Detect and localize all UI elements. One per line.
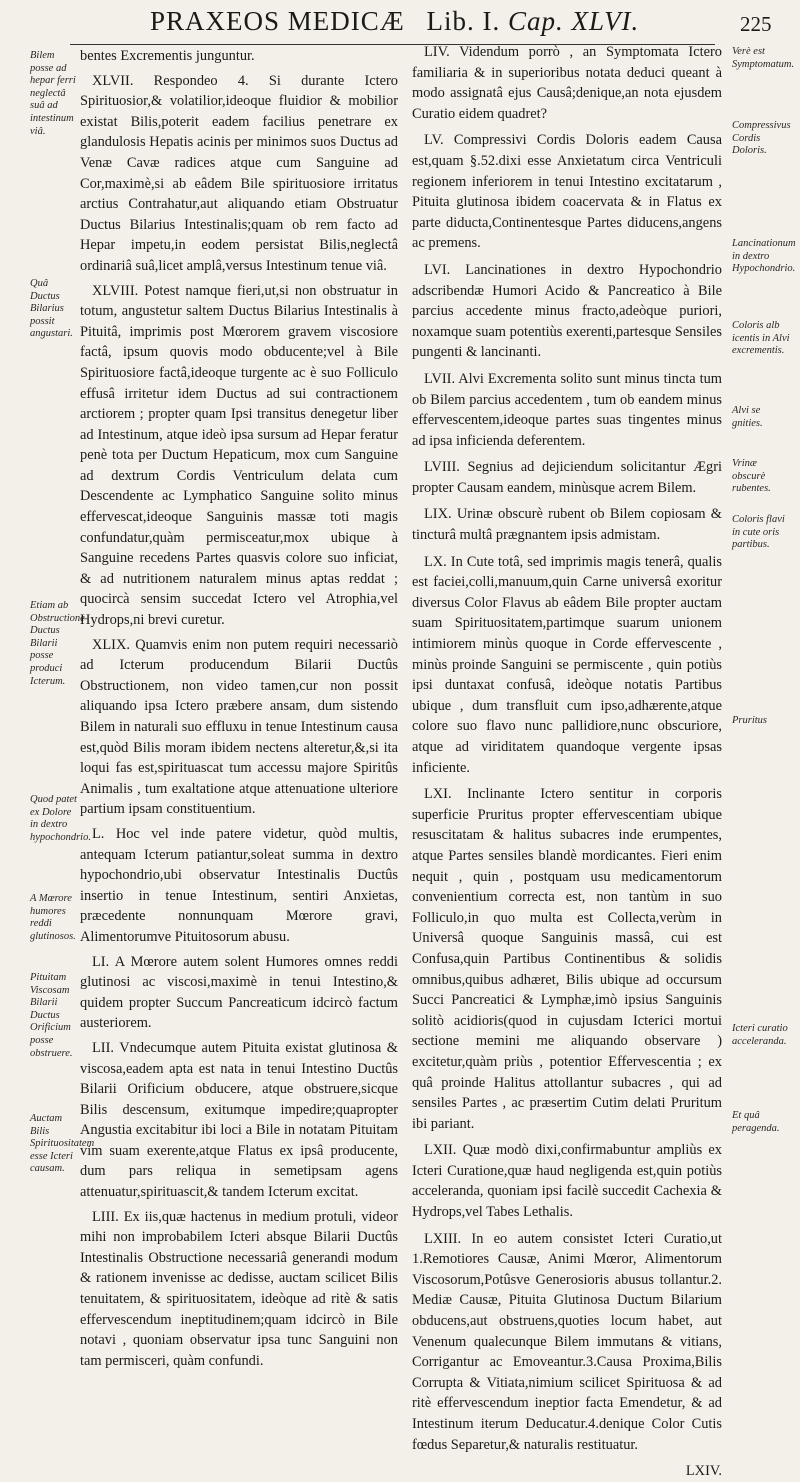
margin-note-left: A Mœrore humores reddi glutinosos.	[30, 893, 76, 942]
margin-note-left: Quâ Ductus Bilarius possit angustari.	[30, 278, 73, 340]
paragraph: LXI. Inclinante Ictero sentitur in corporis superficie Pruritus propter effervescentiam ubique resuscitatam & halitus subacres inde erumpentes, atque Partes sensiles blandè mordicantes. Fieri enim nequit , quin , postquam usu medicamentorum convenientium correcta est, non tantùm in suo Folliculo,in quo multa est Collecta,verùm in Universâ quoque Sanguinis massâ, cui est Confusa,quin Partibus Continentibus & solidis omnibus,quibus adhæret, Bilis ubique ad occursum Succi Pancreatici & Lymphæ,imò ipsius Sanguinis solitò acidioris(quod in cujusdam Icterici mortui sectione memini me aliquando observare ) excitetur,quàm priùs , potentior Effervescentia ; ex quâ proinde Halitus attollantur subacres , qui ad sensiles Partes , ac præsertim Cutim delati Pruritum ibi pariant.	[412, 786, 722, 1132]
paragraph: LIX. Urinæ obscurè rubent ob Bilem copiosam & tincturâ multâ prægnantem ipsis admistam.	[412, 506, 722, 544]
margin-note-right: Alvi se gnities.	[732, 405, 763, 429]
running-title: PRAXEOS MEDICÆ	[150, 6, 405, 36]
paragraph: L. Hoc vel inde patere videtur, quòd multis, antequam Icterum patiantur,soleat summa in dextro hypochondrio,ubi observatur Intestinalis Ductûs insertio in tenue Intestinum, sentiri Anxietas, præcedente nonnunquam Mœrore gravi, Alimentorumve Pituitosorum abusu.	[80, 825, 398, 945]
paragraph: LVI. Lancinationes in dextro Hypochondrio adscribendæ Humori Acido & Pancreatico à Bile parcius accedente minus fracto,adeòque puriori, noxamque suam potentiùs exerenti,partesque Sensiles pungenti & lancinanti.	[412, 261, 722, 361]
margin-note-right: Lancinationum in dextro Hypochondrio.	[732, 238, 796, 275]
margin-note-right: Coloris alb icentis in Alvi excrementis.	[732, 320, 790, 357]
chapter-number: Cap. XLVI.	[508, 6, 640, 36]
left-text-column	[80, 46, 398, 1375]
margin-note-right: Compressivus Cordis Doloris.	[732, 120, 791, 157]
page-number: 225	[740, 12, 772, 36]
running-header	[150, 6, 670, 36]
paragraph: LII. Vndecumque autem Pituita existat glutinosa & viscosa,eadem apta est nata in tenui Intestino Ductûs Bilarii Orificium obducere, atque obstruere,sicque Bilis descensum, exitumque impedire;quapropter Angustia excitabitur ibi loci a Bile in notatam Pituitam vim suam exerente,atque Flatus ex ipsâ producente, dum pars reliqua in semetipsam agens attenuatur,spirituascit,& tandem Icterum excitat.	[80, 1039, 398, 1201]
margin-note-right: Vrinæ obscurè rubentes.	[732, 458, 771, 495]
paragraph: XLVII. Respondeo 4. Si durante Ictero Spirituosior,& volatilior,ideoque fluidior & mobilior existat Bilis,poterit eadem facilius penetrare ex glandulosis Hepatis acinis per minimos suos Ductus ad Venæ Cavæ radices atque cum Sanguine ad Cor,maximè,si ab eâdem Bile spirituosiore irritatus arctius Contrahatur,aut aliquando etiam Obstruatur Ductus Bilarius Intestinalis;quam ob rem facto ad Hepar impetu,in eodem persistat Bilis,neglectâ ordinariâ suâ,licet amplâ,versus Intestinum tenue viâ.	[80, 72, 398, 274]
paragraph: LIV. Videndum porrò , an Symptomata Ictero familiaria & in superioribus notata deduci queant à modo assignatâ ejus Causâ;denique,an nota ejusdem Curatio eidem quadret?	[412, 44, 722, 122]
margin-note-left: Pituitam Viscosam Bilarii Ductus Orificium posse obstruere.	[30, 972, 73, 1059]
paragraph: XLVIII. Potest namque fieri,ut,si non obstruatur in totum, angustetur saltem Ductus Bilarius Intestinalis à Pituitâ, imprimis post Mœrorem gravem viscosiore factâ, ipsum quovis modo obducente;vel à Bile Spirituosiore factâ,ideoque turgente ac è suo Folliculo effusâ irritetur idem Ductus ad sui contractionem arctiorem ; propter quam Ipsi transitus denegetur liber ad Intestinum, atque ideò ipsa sursum ad Hepar feratur penè tota per Ductum Hepaticum, mox cum Sanguine ad dextrum Cordis Ventriculum delata cum Descendente ac Lymphatico Sanguine solito minus effervescat,ideoque Sanguinis massæ toti magis confundatur,quàm permisceatur,mox ubique à Sanguine recedens Partes quasvis colore suo inficiat, & ad nutritionem naturalem minus aptas reddat ; quocircà sensim succedat Ictero vel Atrophia,vel Hydrops,ni brevi curetur.	[80, 282, 398, 629]
book-number: Lib. I.	[426, 6, 501, 36]
paragraph: LIII. Ex iis,quæ hactenus in medium protuli, videor mihi non improbabilem Icteri absque Bilarii Ductûs Intestinalis Obstructione necessariâ generandi modum & rationem invenisse ac dedisse, auctam scilicet Bilis tenuitatem, & spirituositatem, ideòque ad ritè & satis effervescendum ineptitudinem;quam idcircò in Bile notavi , quoniam observatur ipsa tunc Sanguini non tam permisceri, quàm confundi.	[80, 1208, 398, 1369]
paragraph: LX. In Cute totâ, sed imprimis magis tenerâ, qualis est faciei,colli,manuum,quin Carne universâ exoritur diversus Color Flavus ab eâdem Bile propter auctam suam Spirituositatem,partimque suarum unionem intimiorem minùs quoque in Corde effervescente , minùs proinde Sanguini se permiscente , quin potiùs ipsi duntaxat confusâ, ideòque notatis Partibus ubique , dum transfluit cum ipso,adhærente,atque colore suo flavo nunc pallidiore,nunc obscuriore, atque ad viriditatem quandoque vergente ipsas inficiente.	[412, 553, 722, 776]
paragraph: LI. A Mœrore autem solent Humores omnes reddi glutinosi ac viscosi,maximè in tenui Intestino,& quidem propter Succum Pancreaticum idcircò factum austeriorem.	[80, 953, 398, 1032]
catchword: LXIV.	[685, 1463, 722, 1480]
margin-note-right: Coloris flavi in cute oris partibus.	[732, 514, 785, 551]
right-text-column	[412, 42, 722, 1482]
margin-note-left: Quod patet ex Dolore in dextro hypochondrio.	[30, 794, 91, 843]
paragraph: XLIX. Quamvis enim non putem requiri necessariò ad Icterum producendum Bilarii Ductûs Obstructionem, non video tamen,cur non possit aliquando ipsa Ictero præbere ansam, dum sistendo Bilem in naturali suo effluxu in tenue Intestinum causa est,quòd Bilis moram ibidem nectens alteretur,&,si ita loqui fas est,spirituascat tum accessu majore Spiritûs Animalis , tum exaltatione atque attenuatione ulteriore partium ipsam constituentium.	[80, 636, 398, 818]
margin-note-left: Etiam ab Obstructione Ductus Bilarii posse produci Icterum.	[30, 600, 85, 687]
margin-note-right: Icteri curatio acceleranda.	[732, 1023, 788, 1047]
paragraph: LVII. Alvi Excrementa solito sunt minus tincta tum ob Bilem parcius accedentem , tum ob eandem minus effervescentem,ideoque partes suas tingentes minus ad ipsa inficienda deferentem.	[412, 370, 722, 449]
margin-note-left: Bilem posse ad hepar ferri neglectâ suâ ad intestinum viâ.	[30, 50, 76, 137]
paragraph: LXIII. In eo autem consistet Icteri Curatio,ut 1.Remotiores Causæ, Animi Mœror, Alimentorum Viscosorum,Potûsve Generosioris abusus tollantur.2. Mediæ Causæ, Pituita Glutinosa Ductum Bilarium obducens,aut obstruens,quoties locum habet, aut Venenum qualecunque Bilem immutans & vitians, Corrigantur ac Emoveantur.3.Causa Proxima,Bilis Corrupta & Vitiata,nimium scilicet Spirituosa & ad ritè effervescendum ineptior facta Emendetur, & ad Intestinum iterum Deducatur.4.denique Color Cutis fœdus Separetur,& naturalis restituatur.	[412, 1230, 722, 1453]
paragraph: LVIII. Segnius ad dejiciendum solicitantur Ægri propter Causam eandem, minùsque acrem Bilem.	[412, 459, 722, 496]
margin-note-right: Et quâ peragenda.	[732, 1110, 780, 1134]
margin-note-left: Auctam Bilis Spirituositatem esse Icteri causam.	[30, 1113, 95, 1175]
paragraph: LXII. Quæ modò dixi,confirmabuntur ampliùs ex Icteri Curatione,quæ haud negligenda est,quin potiùs acceleranda, quoniam ipsi facilè succedit Cachexia & Hydrops,vel Tabes Lethalis.	[412, 1142, 722, 1221]
margin-note-right: Verè est Symptomatum.	[732, 46, 795, 70]
margin-note-right: Pruritus	[732, 715, 768, 726]
paragraph: bentes Excrementis junguntur.	[80, 48, 255, 64]
paragraph: LV. Compressivi Cordis Doloris eadem Causa est,quam §.52.dixi esse Anxietatum circa Ventriculi regionem inferiorem in tenui Intestino excitatarum , Pituita glutinosa ibidem coacervata & in Flatus ex parte diducta,Continentesque Partes diducens,angens ac premens.	[412, 132, 722, 252]
